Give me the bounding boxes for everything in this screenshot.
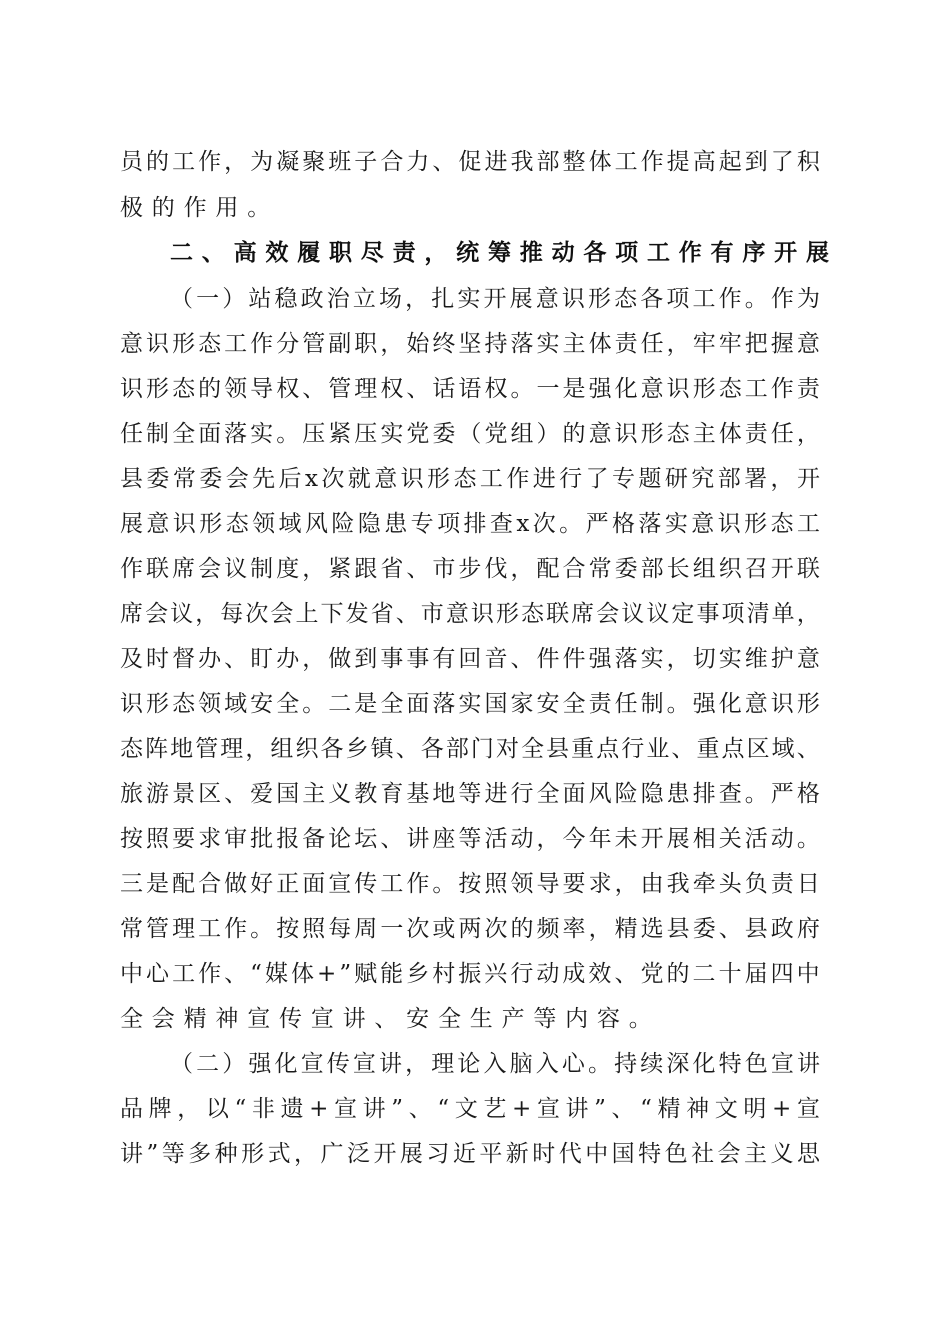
text-line: 席 会 议 ， 每 次 会 上 下 发 省 、 市 意 识 形 态 联 席 会 议 议 定 事 项 清 单 ， bbox=[120, 601, 820, 627]
text-line: 作 联 席 会 议 制 度 ， 紧 跟 省 、 市 步 伐 ， 配 合 常 委 部 长 组 织 召 开 联 bbox=[120, 556, 820, 582]
text-line: 按 照 要 求 审 批 报 备 论 坛 、 讲 座 等 活 动 ， 今 年 未 开 展 相 关 活 动 。 bbox=[120, 826, 820, 852]
text-line: （ 二 ） 强 化 宣 传 宣 讲 ， 理 论 入 脑 入 心 。 持 续 深 化 特 色 宣 讲 bbox=[170, 1051, 820, 1077]
text-line: （ 一 ） 站 稳 政 治 立 场 ， 扎 实 开 展 意 识 形 态 各 项 工 作 。 作 为 bbox=[170, 286, 820, 312]
text-line: 中 心 工 作 、 “ 媒 体 + ” 赋 能 乡 村 振 兴 行 动 成 效 、 党 的 二 十 届 四 中 bbox=[120, 961, 820, 987]
text-line: 全 会 精 神 宣 传 宣 讲 、 安 全 生 产 等 内 容 。 bbox=[120, 1006, 652, 1032]
text-line: 旅 游 景 区 、 爱 国 主 义 教 育 基 地 等 进 行 全 面 风 险 隐 患 排 查 。 严 格 bbox=[120, 781, 820, 807]
text-line: 讲 ” 等 多 种 形 式 ， 广 泛 开 展 习 近 平 新 时 代 中 国 特 色 社 会 主 义 思 bbox=[120, 1141, 820, 1167]
text-line: 极 的 作 用 。 bbox=[120, 195, 271, 221]
text-line: 识 形 态 领 域 安 全 。 二 是 全 面 落 实 国 家 安 全 责 任 制 。 强 化 意 识 形 bbox=[120, 691, 820, 717]
text-line: 识 形 态 的 领 导 权 、 管 理 权 、 话 语 权 。 一 是 强 化 意 识 形 态 工 作 责 bbox=[120, 376, 820, 402]
text-line: 常 管 理 工 作 。 按 照 每 周 一 次 或 两 次 的 频 率 ， 精 选 县 委 、 县 政 府 bbox=[120, 916, 820, 942]
text-line: 三 是 配 合 做 好 正 面 宣 传 工 作 。 按 照 领 导 要 求 ， 由 我 牵 头 负 责 日 bbox=[120, 871, 820, 897]
text-line: 态 阵 地 管 理 ， 组 织 各 乡 镇 、 各 部 门 对 全 县 重 点 行 业 、 重 点 区 域 、 bbox=[120, 736, 820, 762]
section-heading: 二 、 高 效 履 职 尽 责 ， 统 筹 推 动 各 项 工 作 有 序 开 展 bbox=[170, 240, 829, 266]
text-line: 及 时 督 办 、 盯 办 ， 做 到 事 事 有 回 音 、 件 件 强 落 实 ， 切 实 维 护 意 bbox=[120, 646, 820, 672]
text-line: 任 制 全 面 落 实 。 压 紧 压 实 党 委 （ 党 组 ） 的 意 识 形 态 主 体 责 任 ， bbox=[120, 421, 820, 447]
text-line: 员 的 工 作 ， 为 凝 聚 班 子 合 力 、 促 进 我 部 整 体 工 作 提 高 起 到 了 积 bbox=[120, 149, 820, 175]
text-line: 县 委 常 委 会 先 后 x 次 就 意 识 形 态 工 作 进 行 了 专 题 研 究 部 署 ， 开 bbox=[120, 466, 820, 492]
text-line: 品 牌 ， 以 “ 非 遗 + 宣 讲 ” 、 “ 文 艺 + 宣 讲 ” 、 “ 精 神 文 明 + 宣 bbox=[120, 1096, 820, 1122]
text-line: 展 意 识 形 态 领 域 风 险 隐 患 专 项 排 查 x 次 。 严 格 落 实 意 识 形 态 工 bbox=[120, 511, 820, 537]
text-line: 意 识 形 态 工 作 分 管 副 职 ， 始 终 坚 持 落 实 主 体 责 任 ， 牢 牢 把 握 意 bbox=[120, 331, 820, 357]
